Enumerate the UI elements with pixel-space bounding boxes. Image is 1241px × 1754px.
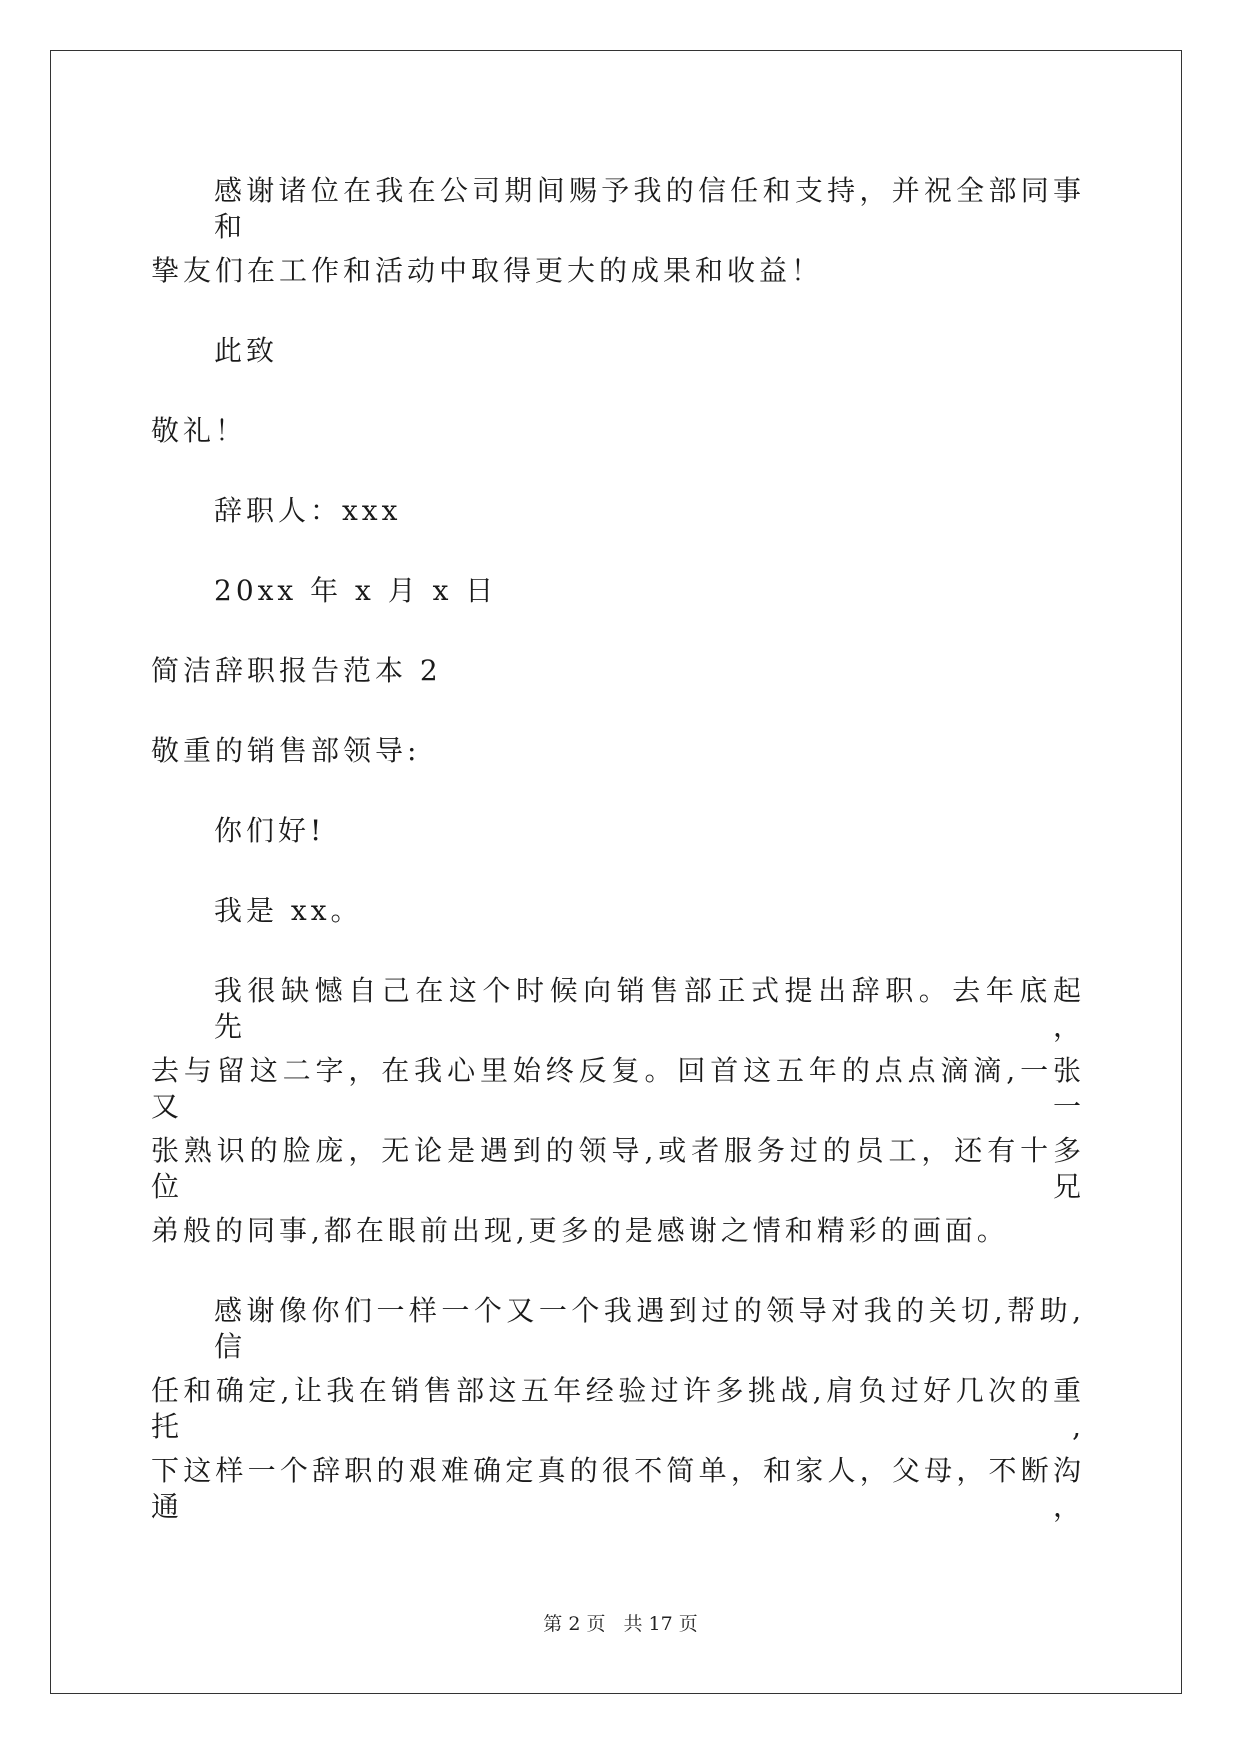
paragraph-line: 挚友们在工作和活动中取得更大的成果和收益！ <box>151 254 824 287</box>
paragraph-line: 下这样一个辞职的艰难确定真的很不简单，和家人，父母，不断沟通， <box>151 1454 1085 1523</box>
signature-name: 辞职人：xxx <box>214 494 402 527</box>
paragraph-line: 感谢诸位在我在公司期间赐予我的信任和支持，并祝全部同事和 <box>214 174 1085 243</box>
letter-greeting: 敬重的销售部领导: <box>151 734 421 767</box>
signature-date: 20xx 年 x 月 x 日 <box>214 574 498 607</box>
paragraph-line: 感谢像你们一样一个又一个我遇到过的领导对我的关切,帮助,信 <box>214 1294 1085 1363</box>
paragraph-line: 我很缺憾自己在这个时候向销售部正式提出辞职。去年底起先， <box>214 974 1085 1043</box>
section-title: 简洁辞职报告范本 2 <box>151 654 442 687</box>
page-total: 共 17 页 <box>623 1613 698 1635</box>
page-number: 第 2 页 <box>543 1613 606 1635</box>
page-footer <box>0 1612 1241 1636</box>
paragraph-line: 去与留这二字，在我心里始终反复。回首这五年的点点滴滴,一张又一 <box>151 1054 1085 1123</box>
page-frame <box>50 50 1182 1694</box>
paragraph-line: 我是 xx。 <box>214 894 363 927</box>
paragraph-line: 弟般的同事,都在眼前出现,更多的是感谢之情和精彩的画面。 <box>151 1214 1009 1247</box>
paragraph-line: 任和确定,让我在销售部这五年经验过许多挑战,肩负过好几次的重托, <box>151 1374 1085 1443</box>
paragraph-line: 你们好! <box>214 814 326 847</box>
closing-salutation: 此致 <box>214 334 279 367</box>
paragraph-line: 张熟识的脸庞，无论是遇到的领导,或者服务过的员工，还有十多位兄 <box>151 1134 1085 1203</box>
closing-regards: 敬礼！ <box>151 414 248 447</box>
